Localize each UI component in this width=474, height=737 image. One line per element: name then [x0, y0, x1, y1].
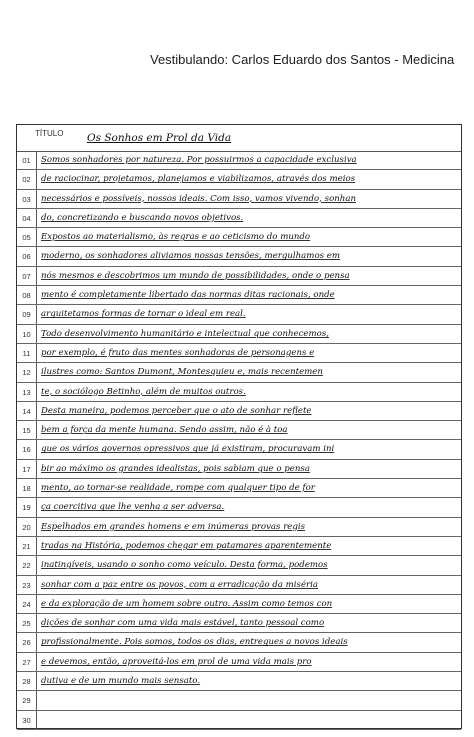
essay-line	[17, 170, 461, 189]
essay-sheet	[16, 124, 462, 729]
line-number: 02	[17, 170, 37, 188]
line-text: dutiva e de um mundo mais sensato.	[41, 676, 201, 687]
essay-line	[17, 479, 461, 498]
essay-line	[17, 363, 461, 382]
line-number: 22	[17, 556, 37, 574]
line-text: por exemplo, é fruto das mentes sonhadoras de personagens e	[41, 347, 315, 358]
line-text: do, concretizando e buscando novos objetivos.	[41, 212, 244, 223]
line-text: bem a força da mente humana. Sendo assim, não é à toa	[41, 425, 288, 436]
line-number: 10	[17, 325, 37, 343]
line-text: ça coercitiva que lhe venha a ser adversa.	[41, 502, 225, 513]
essay-lines	[17, 151, 461, 730]
candidate-header: Vestibulando: Carlos Eduardo dos Santos - Medicina	[150, 52, 455, 67]
line-text: mento é completamente libertado das normas ditas racionais, onde	[41, 290, 335, 301]
line-text: Todo desenvolvimento humanitário e intelectual que conhecemos,	[41, 328, 329, 339]
line-number: 07	[17, 267, 37, 285]
essay-line	[17, 672, 461, 691]
line-text: necessários e possíveis, nossos ideais. Com isso, vamos vivendo, sonhan	[41, 193, 356, 204]
essay-line	[17, 537, 461, 556]
line-text: arquitetamos formas de tornar o ideal em real.	[41, 309, 246, 320]
line-number: 13	[17, 383, 37, 401]
title-label: TÍTULO	[35, 129, 64, 138]
essay-line	[17, 498, 461, 517]
line-text: inatingíveis, usando o sonho como veículo. Desta forma, podemos	[41, 560, 328, 571]
line-text: e devemos, então, aproveitá-los em prol de uma vida mais pro	[41, 656, 312, 667]
line-number: 17	[17, 460, 37, 478]
line-number: 11	[17, 344, 37, 362]
line-number: 09	[17, 305, 37, 323]
line-number: 04	[17, 209, 37, 227]
essay-line	[17, 576, 461, 595]
essay-line	[17, 209, 461, 228]
line-text: moderno, os sonhadores aliviamos nossas tensões, mergulhamos em	[41, 251, 341, 262]
line-number: 28	[17, 672, 37, 690]
line-text: de raciocinar, projetamos, planejamos e viabilizamos, através dos meios	[41, 174, 356, 185]
line-text: nós mesmos e descobrimos um mundo de possibilidades, onde o pensa	[41, 270, 350, 281]
essay-line	[17, 305, 461, 324]
line-text: te, o sociólogo Betinho, além de muitos outros.	[41, 386, 246, 397]
essay-line	[17, 402, 461, 421]
line-text: ilustres como: Santos Dumont, Montesquieu e, mais recentemen	[41, 367, 323, 378]
essay-line	[17, 151, 461, 170]
line-text: e da exploração de um homem sobre outro. Assim como temos con	[41, 598, 333, 609]
line-text: Somos sonhadores por natureza. Por possuirmos a capacidade exclusiva	[41, 155, 357, 165]
line-number: 12	[17, 363, 37, 381]
essay-line	[17, 633, 461, 652]
essay-line	[17, 421, 461, 440]
line-text: dições de sonhar com uma vida mais estável, tanto pessoal como	[41, 618, 325, 629]
line-number: 08	[17, 286, 37, 304]
essay-line	[17, 383, 461, 402]
line-text: sonhar com a paz entre os povos, com a erradicação da miséria	[41, 579, 319, 590]
line-number: 30	[17, 711, 37, 729]
essay-line	[17, 711, 461, 730]
essay-line	[17, 228, 461, 247]
essay-line	[17, 595, 461, 614]
line-text: tradas na História, podemos chegar em patamares aparentemente	[41, 540, 332, 551]
line-number: 25	[17, 614, 37, 632]
essay-line	[17, 653, 461, 672]
essay-line	[17, 691, 461, 710]
line-text: Expostos ao materialismo, às regras e ao ceticismo do mundo	[41, 232, 311, 243]
line-number: 29	[17, 691, 37, 709]
line-number: 26	[17, 633, 37, 651]
line-number: 03	[17, 190, 37, 208]
line-number: 27	[17, 653, 37, 671]
line-number: 06	[17, 247, 37, 265]
essay-line	[17, 344, 461, 363]
line-text: mento, ao tornar-se realidade, rompe com qualquer tipo de for	[41, 483, 315, 494]
essay-title: Os Sonhos em Prol da Vida	[87, 132, 232, 144]
line-number: 18	[17, 479, 37, 497]
essay-line	[17, 440, 461, 459]
essay-line	[17, 325, 461, 344]
essay-line	[17, 190, 461, 209]
line-text	[41, 711, 459, 729]
line-number: 14	[17, 402, 37, 420]
line-number: 19	[17, 498, 37, 516]
line-number: 24	[17, 595, 37, 613]
line-number: 01	[17, 151, 37, 169]
essay-line	[17, 614, 461, 633]
line-number: 20	[17, 518, 37, 536]
line-text	[41, 691, 459, 709]
essay-line	[17, 286, 461, 305]
title-row	[17, 125, 461, 152]
essay-line	[17, 556, 461, 575]
line-number: 15	[17, 421, 37, 439]
line-text: Espelhados em grandes homens e em inúmeras provas regis	[41, 521, 306, 532]
essay-line	[17, 518, 461, 537]
line-text: bir ao máximo os grandes idealistas, pois sabiam que o pensa	[41, 463, 310, 474]
line-text: que os vários governos opressivos que já existiram, procuravam ini	[41, 444, 335, 455]
line-number: 23	[17, 576, 37, 594]
line-number: 21	[17, 537, 37, 555]
line-number: 16	[17, 440, 37, 458]
line-text: Desta maneira, podemos perceber que o ato de sonhar reflete	[41, 405, 312, 416]
essay-line	[17, 460, 461, 479]
essay-line	[17, 247, 461, 266]
essay-line	[17, 267, 461, 286]
line-text: profissionalmente. Pois somos, todos os dias, entregues a novos ideais	[41, 637, 348, 648]
line-number: 05	[17, 228, 37, 246]
